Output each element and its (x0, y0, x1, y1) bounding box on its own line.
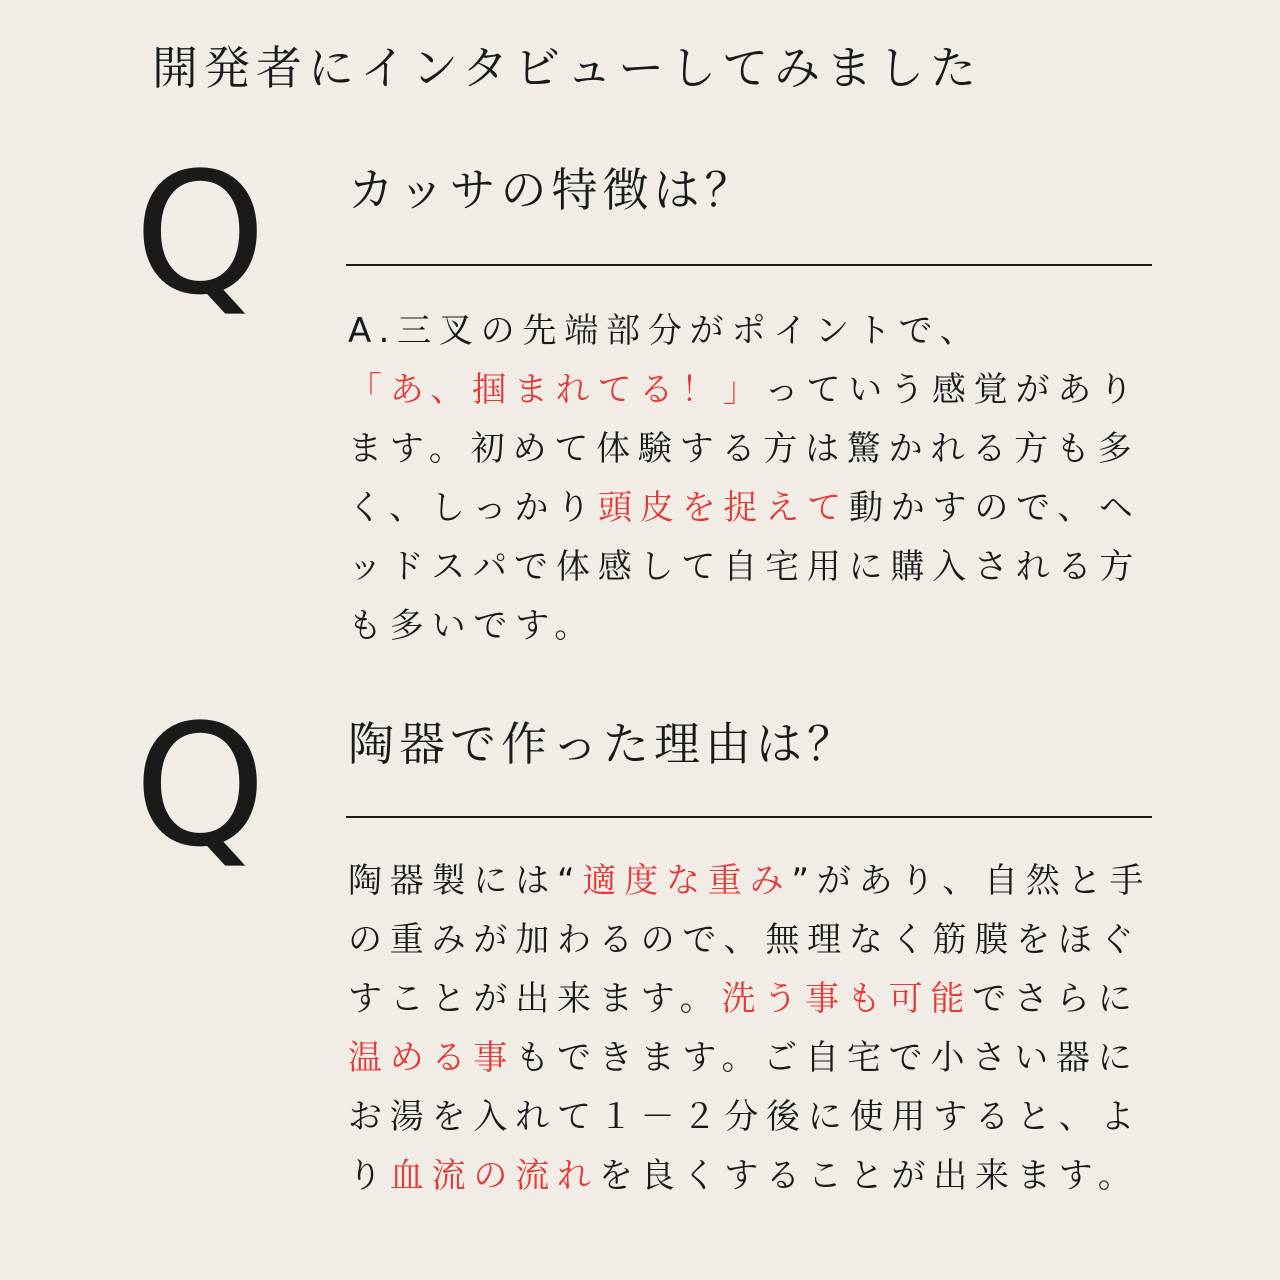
divider-2 (346, 816, 1152, 818)
answer-text: く、しっかり (348, 488, 599, 528)
answer-text: ます。初めて体験する方は驚かれる方も多 (348, 429, 1140, 469)
answer-line (348, 538, 1152, 597)
answer-text: 動かすので、ヘ (848, 488, 1141, 528)
highlight-text: 適度な重み (582, 861, 792, 901)
answer-text: も多いです。 (348, 606, 597, 646)
answer-text: お湯を入れて１－２分後に使用すると、よ (348, 1097, 1143, 1137)
answer-text: の重みが加わるので、無理なく筋膜をほぐ (348, 920, 1142, 960)
answer-text: ッドスパで体感して自宅用に購入される方 (348, 547, 1142, 587)
highlight-text: 頭皮を捉えて (598, 488, 849, 528)
answer-line (348, 1147, 1152, 1206)
answer-text: っていう感覚があり (764, 370, 1141, 410)
question-2: 陶器で作った理由は？ (348, 717, 858, 771)
answer-line (348, 361, 1152, 420)
answer-text: を良くすることが出来ます。 (598, 1156, 1140, 1196)
highlight-text: 洗う事も可能 (721, 979, 973, 1019)
highlight-text: 血流の流れ (389, 1156, 599, 1196)
answer-text: もできます。ご自宅で小さい器に (515, 1038, 1140, 1078)
answer-line (348, 597, 1152, 656)
question-1: カッサの特徴は？ (348, 163, 756, 217)
answer-line (348, 1029, 1152, 1088)
answer-line (348, 479, 1152, 538)
page-title: 開発者にインタビューしてみました (152, 41, 983, 95)
highlight-text: 「あ、掴まれてる！」 (348, 370, 765, 410)
answer-text: A.三叉の先端部分がポイントで、 (348, 311, 982, 351)
divider-1 (346, 264, 1152, 266)
answer-1 (348, 302, 1152, 656)
answer-line (348, 420, 1152, 479)
answer-line (348, 970, 1152, 1029)
answer-text: り (348, 1156, 390, 1196)
answer-line (348, 852, 1152, 911)
answer-2 (348, 852, 1152, 1206)
answer-text: 陶器製には“ (348, 861, 583, 901)
q-marker-2: Q (134, 688, 267, 884)
answer-text: すことが出来ます。 (348, 979, 722, 1019)
highlight-text: 温める事 (348, 1038, 516, 1078)
answer-line (348, 302, 1152, 361)
answer-line (348, 911, 1152, 970)
answer-text: ”があり、自然と手 (791, 861, 1152, 901)
answer-text: でさらに (972, 979, 1140, 1019)
q-marker-1: Q (134, 136, 267, 332)
answer-line (348, 1088, 1152, 1147)
